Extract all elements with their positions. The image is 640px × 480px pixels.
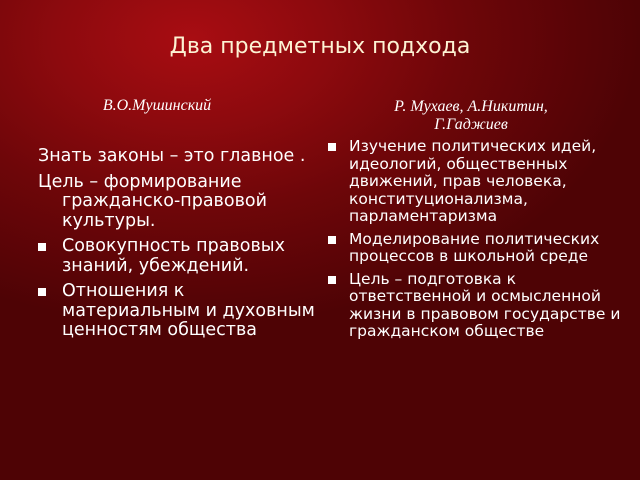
square-bullet-icon [38,243,46,251]
right-heading-line-1: Р. Мухаев, А.Никитин, [394,98,548,115]
right-bullet-text: Моделирование политических процессов в школьной среде [349,229,600,265]
left-bullet-text: Совокупность правовых знаний, убеждений. [62,236,285,276]
right-heading-line-2: Г.Гаджиев [434,116,508,133]
right-bullet-text: Цель – подготовка к ответственной и осмысленной жизни в правовом государстве и гражданском обществе [349,269,621,340]
left-column [38,147,318,347]
left-paragraph: Цель – формирование гражданско-правовой культуры. [38,171,267,231]
left-bullet-item [38,282,318,341]
right-bullet-item [328,138,628,226]
left-bullet-text: Отношения к материальным и духовным ценностям общества [62,281,315,340]
square-bullet-icon [328,276,336,284]
slide-title: Два предметных подхода [169,34,471,59]
right-bullet-item [328,231,628,266]
right-column-heading [336,98,606,134]
square-bullet-icon [328,236,336,244]
right-bullet-text: Изучение политических идей, идеологий, общественных движений, прав человека, конституционализма, парламентаризма [349,137,597,225]
right-column [328,138,628,346]
square-bullet-icon [38,288,46,296]
left-paragraph: Знать законы – это главное . [38,146,306,166]
left-column-heading: В.О.Мушинский [102,97,212,114]
square-bullet-icon [328,143,336,151]
right-bullet-item [328,271,628,341]
left-bullet-item [38,237,318,276]
